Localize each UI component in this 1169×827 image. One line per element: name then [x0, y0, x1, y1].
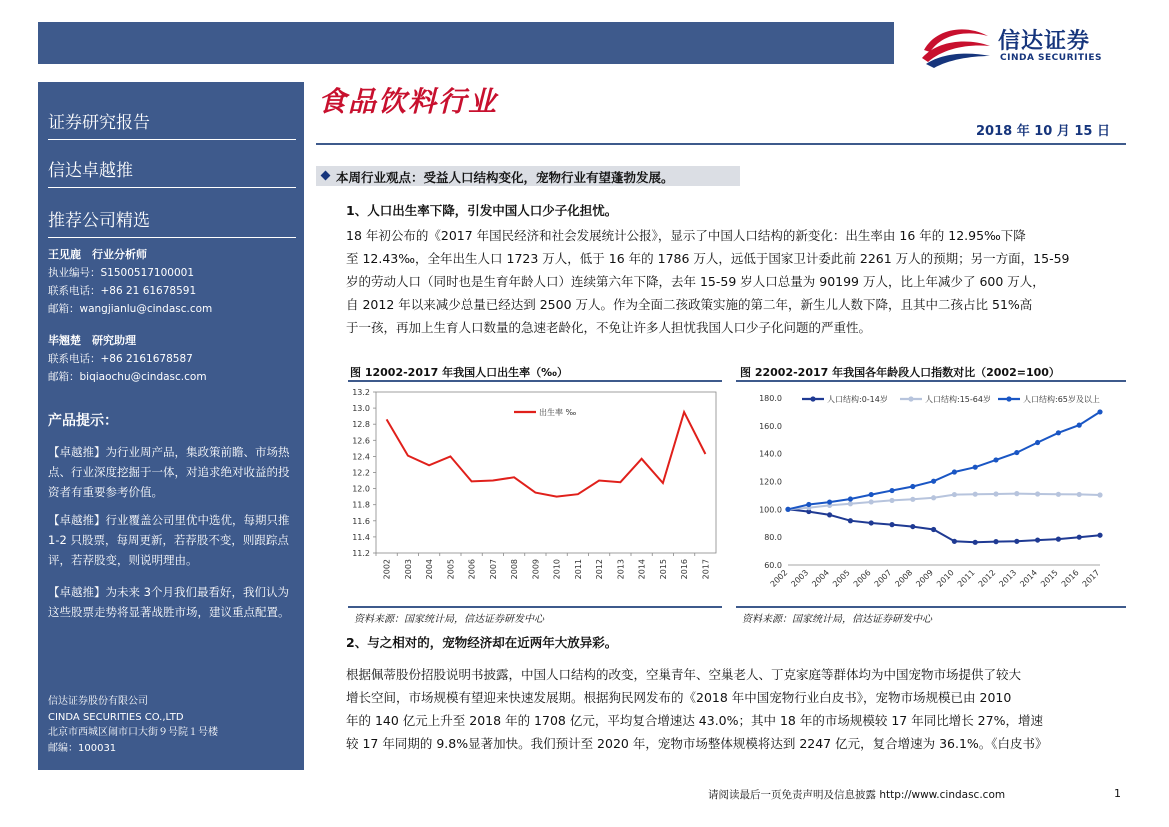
logo-text-en: CINDA SECURITIES — [1000, 53, 1102, 63]
legend-label: 出生率 ‰ — [539, 408, 577, 417]
data-point — [910, 497, 915, 502]
data-point — [1097, 492, 1102, 497]
data-point — [1035, 440, 1040, 445]
footer-disclaimer[interactable]: 请阅读最后一页免责声明及信息披露 http://www.cindasc.com — [708, 789, 1006, 801]
data-point — [1014, 491, 1019, 496]
weekly-view-text: 本周行业观点：受益人口结构变化，宠物行业有望蓬勃发展。 — [336, 170, 674, 185]
legend-label: 人口结构:65岁及以上 — [1023, 395, 1100, 404]
data-point — [869, 499, 874, 504]
y-tick-label: 140.0 — [759, 449, 782, 459]
data-point — [1056, 537, 1061, 542]
legend-marker — [810, 396, 815, 401]
product-tip-1: 【卓越推】为行业周产品，集政策前瞻、市场热点、行业深度挖掘于一体，对追求绝对收益的投资者有重要参考价值。 — [48, 445, 290, 499]
population-index-chart — [736, 384, 1126, 606]
x-tick-label: 2007 — [872, 568, 894, 589]
x-tick-label: 2012 — [976, 568, 998, 589]
data-point — [952, 469, 957, 474]
sector-title: 食品饮料行业 — [318, 85, 499, 118]
x-tick-label: 2006 — [851, 568, 873, 589]
legend-label: 人口结构:0-14岁 — [827, 395, 888, 404]
data-point — [993, 457, 998, 462]
y-tick-label: 60.0 — [764, 561, 782, 570]
data-point — [785, 507, 790, 512]
section-1-line: 岁的劳动人口（同时也是生育年龄人口）连续第六年下降，去年 15-59 岁人口总量为 90199 万人，比上年减少了 600 万人， — [346, 274, 1045, 289]
analyst-1-email[interactable]: 邮箱：wangjianlu@cindasc.com — [48, 303, 213, 315]
data-point — [827, 499, 832, 504]
section-2-line: 增长空间，市场规模有望迎来快速发展期。根据狗民网发布的《2018 年中国宠物行业白皮书》，宠物市场规模已由 2010 — [346, 690, 1012, 705]
company-name-en: CINDA SECURITIES CO.,LTD — [48, 711, 184, 723]
analyst-1-license: 执业编号：S1500517100001 — [48, 267, 195, 279]
birth-rate-chart — [340, 384, 726, 606]
x-tick-label: 2009 — [531, 559, 541, 580]
section-2-line: 较 17 年同期的 9.8%显著加快。我们预计至 2020 年，宠物市场整体规模将达到 2247 亿元，复合增速为 36.1%。《白皮书》 — [346, 736, 1048, 751]
x-tick-label: 2014 — [1018, 568, 1040, 589]
data-point — [973, 465, 978, 470]
data-point — [848, 518, 853, 523]
x-tick-label: 2002 — [382, 559, 392, 580]
section-2-line: 根据佩蒂股份招股说明书披露，中国人口结构的改变，空巢青年、空巢老人、丁克家庭等群体均为中国宠物市场提供了较大 — [346, 667, 1022, 682]
data-point — [806, 502, 811, 507]
legend-label: 人口结构:15-64岁 — [925, 395, 991, 404]
data-point — [931, 479, 936, 484]
y-tick-label: 80.0 — [764, 533, 782, 543]
company-name-cn: 信达证券股份有限公司 — [48, 696, 148, 707]
figure-2-title: 图 22002-2017 年我国各年龄段人口指数对比（2002=100） — [740, 366, 1060, 379]
data-point — [1097, 533, 1102, 538]
data-point — [993, 491, 998, 496]
data-point — [869, 520, 874, 525]
section-1-paragraph — [346, 224, 1124, 339]
data-point — [889, 498, 894, 503]
sidebar-item-report-type: 证券研究报告 — [48, 108, 296, 140]
figure-2-top-rule — [736, 380, 1126, 382]
analyst-1 — [48, 246, 212, 318]
figure-1-source: 资料来源：国家统计局，信达证券研发中心 — [354, 614, 544, 625]
x-tick-label: 2002 — [768, 568, 790, 589]
series-line — [387, 412, 706, 497]
x-tick-label: 2004 — [425, 559, 435, 580]
x-tick-label: 2004 — [810, 568, 832, 589]
y-tick-label: 13.0 — [352, 404, 370, 414]
page-number: 1 — [1114, 787, 1121, 800]
x-tick-label: 2011 — [955, 568, 977, 589]
data-point — [889, 522, 894, 527]
figure-2-source: 资料来源：国家统计局，信达证券研发中心 — [742, 614, 932, 625]
y-tick-label: 12.8 — [352, 420, 370, 430]
x-tick-label: 2006 — [467, 559, 477, 580]
data-point — [952, 492, 957, 497]
cinda-logo-emblem-icon — [918, 22, 992, 68]
x-tick-label: 2016 — [680, 559, 690, 580]
x-tick-label: 2008 — [893, 568, 915, 589]
product-tips-title: 产品提示： — [48, 413, 118, 429]
y-tick-label: 11.4 — [352, 532, 370, 542]
y-tick-label: 12.6 — [352, 436, 370, 446]
x-tick-label: 2017 — [1080, 568, 1102, 589]
data-point — [973, 540, 978, 545]
data-point — [1014, 539, 1019, 544]
section-2-paragraph — [346, 663, 1124, 755]
section-1-line: 至 12.43‰，全年出生人口 1723 万人，低于 16 年的 1786 万人，远低于国家卫计委此前 2261 万人的预期；另一方面，15-59 — [346, 251, 1070, 266]
data-point — [1035, 491, 1040, 496]
figure-1-top-rule — [348, 380, 722, 382]
y-tick-label: 120.0 — [759, 477, 782, 487]
section-1-line: 自 2012 年以来减少总量已经达到 2500 万人。作为全面二孩政策实施的第二年，新生儿人数下降，且其中二孩占比 51%高 — [346, 297, 1033, 312]
y-tick-label: 11.2 — [352, 549, 370, 558]
header-bar — [38, 22, 894, 64]
data-point — [910, 484, 915, 489]
analyst-2-name: 毕翘楚 研究助理 — [48, 334, 136, 347]
sidebar-item-picks: 推荐公司精选 — [48, 206, 296, 238]
figure-1-bottom-rule — [348, 606, 722, 608]
x-tick-label: 2016 — [1059, 568, 1081, 589]
x-tick-label: 2005 — [831, 568, 852, 589]
section-1-line: 18 年初公布的《2017 年国民经济和社会发展统计公报》，显示了中国人口结构的新变化：出生率由 16 年的 12.95‰下降 — [346, 228, 1026, 243]
data-point — [1035, 537, 1040, 542]
figure-2-bottom-rule — [736, 606, 1126, 608]
x-tick-label: 2010 — [552, 559, 562, 580]
data-point — [993, 539, 998, 544]
data-point — [1056, 430, 1061, 435]
data-point — [931, 495, 936, 500]
data-point — [1077, 423, 1082, 428]
x-tick-label: 2007 — [488, 559, 498, 580]
sidebar — [38, 82, 304, 770]
y-tick-label: 160.0 — [759, 421, 782, 431]
company-postcode: 邮编：100031 — [48, 742, 117, 754]
x-tick-label: 2013 — [997, 568, 1019, 589]
header-divider — [316, 143, 1126, 145]
y-tick-label: 11.6 — [352, 516, 370, 526]
logo-text-cn: 信达证券 — [998, 29, 1091, 54]
x-tick-label: 2017 — [701, 559, 711, 580]
section-1-heading: 1、人口出生率下降，引发中国人口少子化担忧。 — [346, 203, 618, 218]
series-line — [788, 509, 1100, 542]
figure-1-title: 图 12002-2017 年我国人口出生率（‰） — [350, 366, 568, 379]
x-tick-label: 2008 — [510, 559, 520, 580]
data-point — [1097, 409, 1102, 414]
data-point — [1014, 450, 1019, 455]
x-tick-label: 2003 — [403, 559, 413, 580]
y-tick-label: 100.0 — [759, 505, 782, 515]
y-tick-label: 12.4 — [352, 452, 370, 462]
data-point — [889, 488, 894, 493]
x-tick-label: 2010 — [935, 568, 956, 589]
x-tick-label: 2005 — [446, 559, 456, 580]
data-point — [973, 492, 978, 497]
data-point — [848, 496, 853, 501]
y-tick-label: 12.0 — [352, 484, 370, 494]
product-tip-2: 【卓越推】行业覆盖公司里优中选优，每期只推 1-2 只股票，每周更新，若荐股不变，则跟踪点评，若荐股变，则说明理由。 — [48, 513, 290, 567]
analyst-2-email[interactable]: 邮箱：biqiaochu@cindasc.com — [48, 371, 207, 383]
section-2-line: 年的 140 亿元上升至 2018 年的 1708 亿元，平均复合增速达 43.0%；其中 18 年的市场规模较 17 年同比增长 27%，增速 — [346, 713, 1043, 728]
data-point — [869, 492, 874, 497]
section-2-heading: 2、与之相对的，宠物经济却在近两年大放异彩。 — [346, 635, 618, 650]
section-1-line: 于一孩，再加上生育人口数量的急速老龄化，不免让许多人担忧我国人口少子化问题的严重性。 — [346, 320, 872, 335]
analyst-1-phone: 联系电话：+86 21 61678591 — [48, 285, 197, 297]
x-tick-label: 2015 — [658, 559, 668, 580]
x-tick-label: 2011 — [573, 559, 583, 580]
company-address: 北京市西城区闹市口大街９号院１号楼 — [48, 727, 218, 738]
x-tick-label: 2013 — [616, 559, 626, 580]
legend-marker — [1006, 396, 1011, 401]
data-point — [1077, 492, 1082, 497]
y-tick-label: 13.2 — [352, 388, 370, 397]
x-tick-label: 2015 — [1039, 568, 1060, 589]
y-tick-label: 12.2 — [352, 468, 370, 478]
y-tick-label: 180.0 — [759, 394, 782, 403]
data-point — [1077, 535, 1082, 540]
data-point — [1056, 492, 1061, 497]
report-date: 2018 年 10 月 15 日 — [976, 124, 1110, 139]
analyst-2-phone: 联系电话：+86 2161678587 — [48, 353, 193, 365]
legend-marker — [908, 396, 913, 401]
y-tick-label: 11.8 — [352, 500, 370, 510]
company-info — [48, 694, 218, 756]
x-tick-label: 2012 — [595, 559, 605, 580]
data-point — [931, 527, 936, 532]
analyst-2 — [48, 332, 207, 386]
sidebar-item-product: 信达卓越推 — [48, 156, 296, 188]
data-point — [910, 524, 915, 529]
cinda-logo — [918, 20, 1128, 68]
data-point — [952, 539, 957, 544]
analyst-1-name: 王见鹿 行业分析师 — [48, 248, 147, 261]
data-point — [848, 501, 853, 506]
x-tick-label: 2014 — [637, 559, 647, 580]
x-tick-label: 2009 — [914, 568, 936, 589]
x-tick-label: 2003 — [789, 568, 811, 589]
product-tip-3: 【卓越推】为未来 3个月我们最看好，我们认为这些股票走势将显著战胜市场，建议重点配置。 — [48, 585, 290, 619]
data-point — [827, 512, 832, 517]
